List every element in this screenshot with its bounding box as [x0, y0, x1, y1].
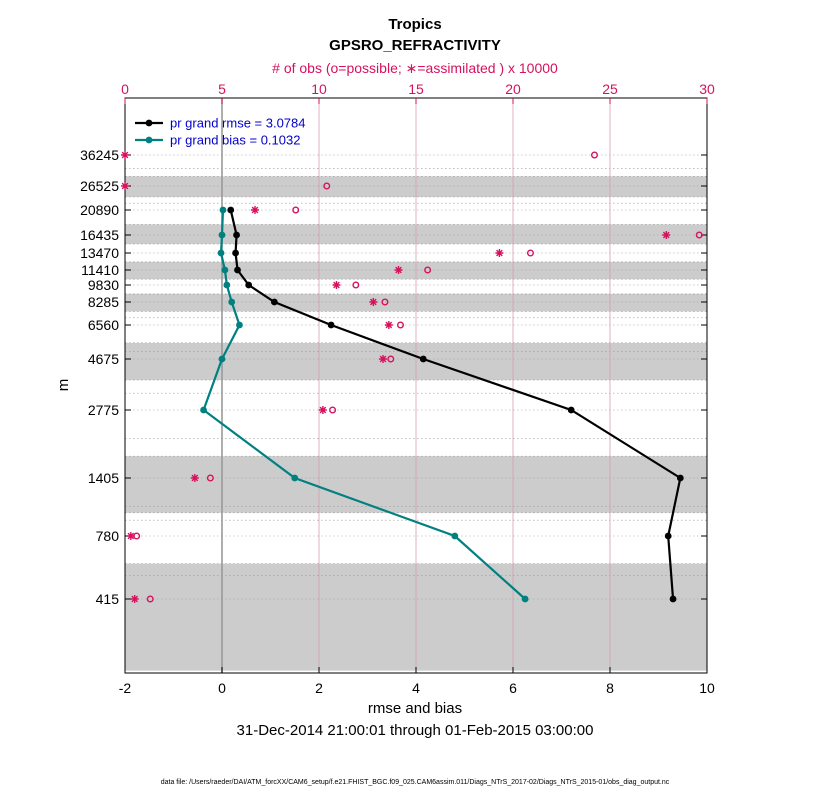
legend-marker [146, 120, 153, 127]
rmse-point [670, 596, 677, 603]
top-tick-label: 20 [505, 81, 521, 97]
top-axis-label: # of obs (o=possible; ∗=assimilated ) x 10000 [272, 60, 558, 76]
y-tick-label: 16435 [80, 227, 119, 243]
rmse-point [233, 232, 240, 239]
y-tick-label: 415 [95, 591, 119, 607]
obs-assimilated-marker [662, 231, 670, 239]
bias-point [219, 232, 226, 239]
obs-assimilated-marker [495, 249, 503, 257]
chart-title: Tropics [388, 16, 442, 33]
plot-area [80, 81, 715, 696]
top-tick-label: 10 [311, 81, 327, 97]
rmse-point [677, 475, 684, 482]
x-tick-label: 8 [606, 680, 614, 696]
rmse-point [227, 207, 234, 214]
chart-subtitle: GPSRO_REFRACTIVITY [329, 37, 501, 54]
y-tick-label: 6560 [87, 317, 119, 333]
legend-entry: pr grand bias = 0.1032 [170, 132, 301, 148]
obs-assimilated-marker [131, 595, 139, 603]
x-tick-label: 4 [412, 680, 420, 696]
bias-point [522, 596, 529, 603]
rmse-point [271, 299, 278, 306]
bias-point [219, 356, 226, 363]
y-tick-label: 8285 [87, 294, 119, 310]
legend-entry: pr grand rmse = 3.0784 [170, 115, 306, 131]
obs-assimilated-marker [121, 182, 129, 190]
bias-point [228, 299, 235, 306]
y-tick-label: 36245 [80, 147, 119, 163]
date-range: 31-Dec-2014 21:00:01 through 01-Feb-2015 03:00:00 [236, 722, 594, 739]
y-tick-label: 4675 [87, 351, 119, 367]
obs-assimilated-marker [251, 206, 259, 214]
bias-point [236, 322, 243, 329]
obs-assimilated-marker [385, 321, 393, 329]
rmse-point [232, 250, 239, 257]
top-tick-label: 25 [602, 81, 618, 97]
obs-assimilated-marker [369, 298, 377, 306]
bias-point [218, 250, 225, 257]
y-tick-label: 780 [95, 528, 119, 544]
y-tick-label: 11410 [81, 262, 119, 278]
obs-assimilated-marker [379, 355, 387, 363]
bias-point [223, 282, 230, 289]
y-tick-label: 9830 [87, 277, 119, 293]
x-tick-label: 0 [218, 680, 226, 696]
obs-assimilated-marker [395, 266, 403, 274]
rmse-point [245, 282, 252, 289]
x-tick-label: 6 [509, 680, 517, 696]
top-tick-label: 0 [121, 81, 129, 97]
y-tick-label: 1405 [87, 470, 119, 486]
bias-point [291, 475, 298, 482]
bias-point [200, 407, 207, 414]
legend-marker [146, 137, 153, 144]
x-axis-label: rmse and bias [367, 700, 463, 717]
obs-assimilated-marker [127, 532, 135, 540]
x-tick-label: 10 [699, 680, 715, 696]
rmse-point [234, 267, 241, 274]
rmse-point [328, 322, 335, 329]
y-axis-label: m [55, 378, 72, 392]
obs-assimilated-marker [121, 151, 129, 159]
rmse-point [568, 407, 575, 414]
y-tick-label: 26525 [80, 178, 119, 194]
x-tick-label: 2 [315, 680, 323, 696]
bias-point [451, 533, 458, 540]
x-tick-label: -2 [118, 680, 132, 696]
obs-assimilated-marker [332, 281, 340, 289]
top-tick-label: 15 [408, 81, 424, 97]
obs-assimilated-marker [191, 474, 199, 482]
bias-point [222, 267, 229, 274]
rmse-point [665, 533, 672, 540]
top-tick-label: 30 [699, 81, 715, 97]
y-tick-label: 2775 [87, 402, 119, 418]
top-tick-label: 5 [218, 81, 226, 97]
bias-point [220, 207, 227, 214]
y-tick-label: 13470 [80, 245, 119, 261]
footer-data-file: data file: /Users/raeder/DAI/ATM_forcXX/CAM6_setup/f.e21.FHIST_BGC.f09_025.CAM6assim.011/Diags_NTrS_2017-02/Diags_NTrS_2015-01/obs_diag_output.nc [160, 779, 670, 786]
obs-possible-marker [330, 407, 336, 413]
obs-assimilated-marker [319, 406, 327, 414]
rmse-point [420, 356, 427, 363]
y-tick-label: 20890 [80, 202, 119, 218]
